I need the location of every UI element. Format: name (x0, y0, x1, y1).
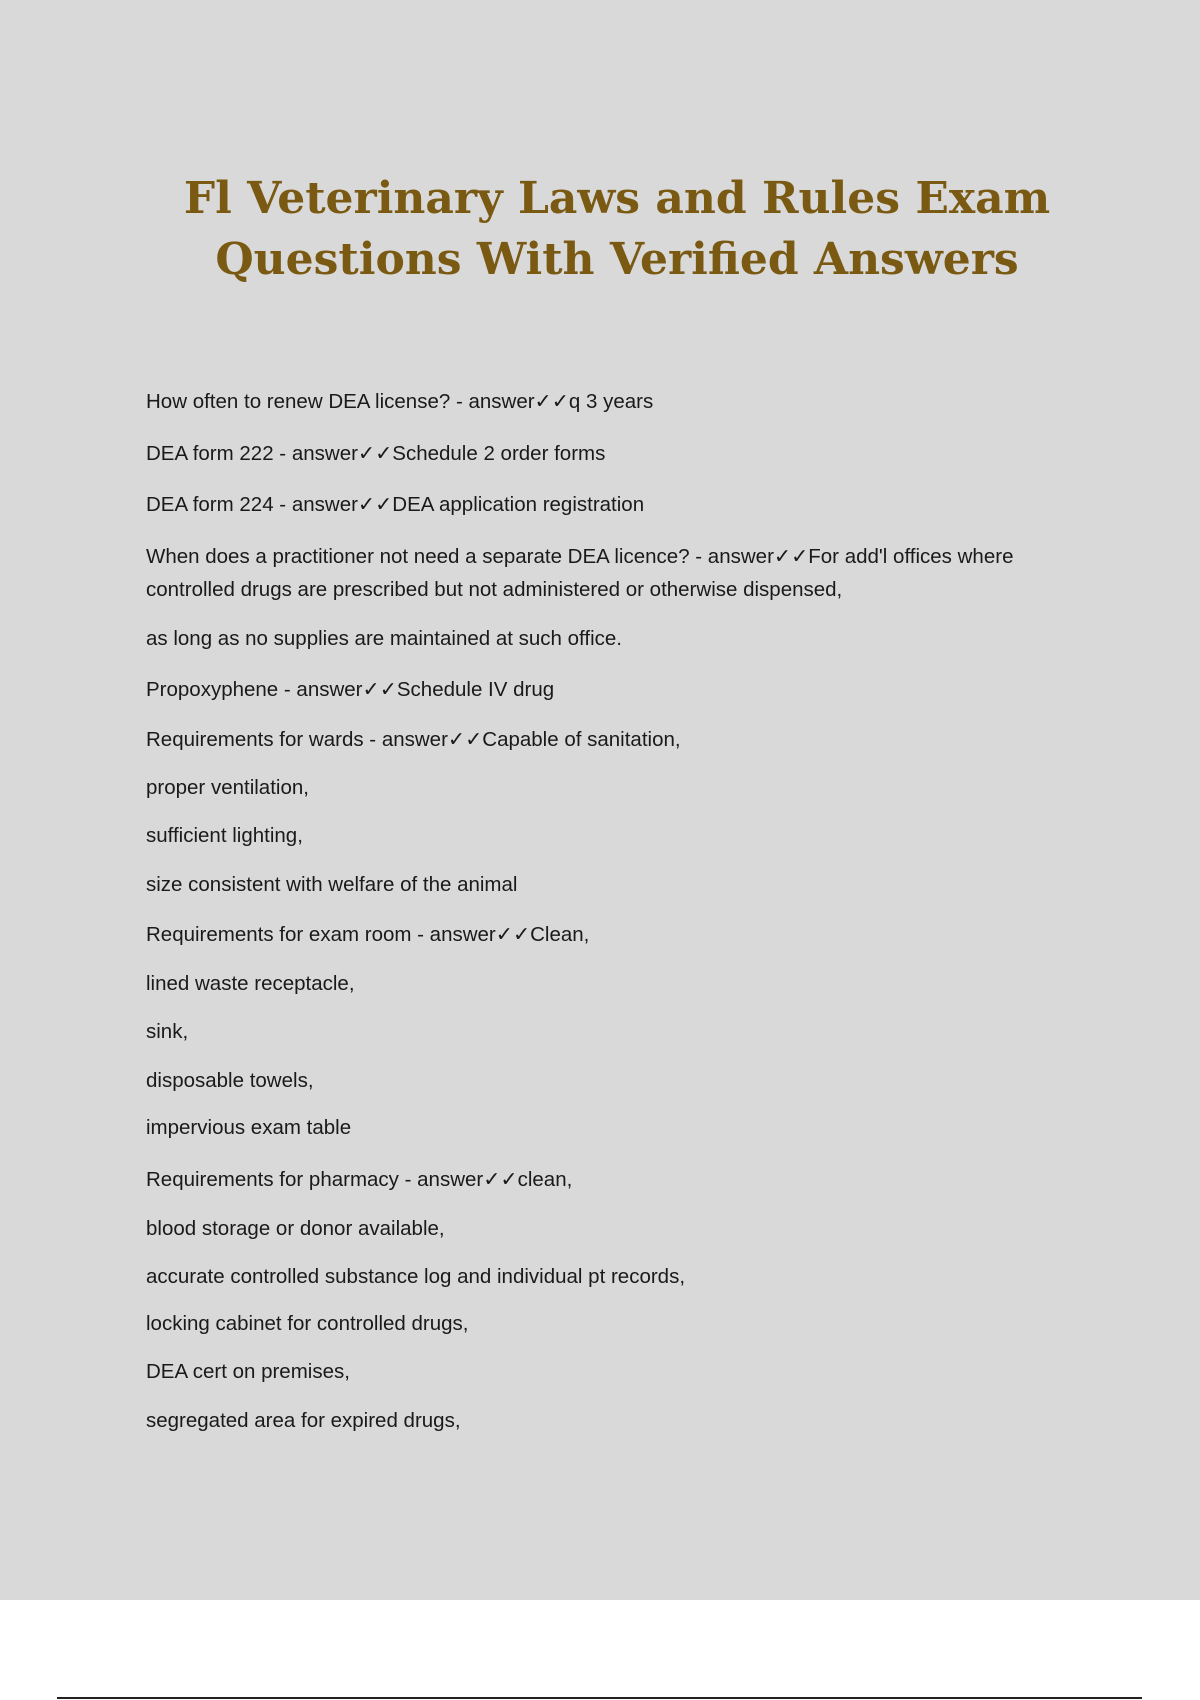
qa-line: locking cabinet for controlled drugs, (146, 1312, 469, 1335)
qa-line: Requirements for pharmacy - answer✓✓clean, (146, 1168, 573, 1191)
qa-line: disposable towels, (146, 1069, 314, 1092)
qa-line: sink, (146, 1020, 189, 1043)
qa-line: When does a practitioner not need a separate DEA licence? - answer✓✓For add'l offices where controlled drugs are prescribed but not administered or otherwise dispensed, (146, 545, 1014, 601)
qa-line: Requirements for exam room - answer✓✓Clean, (146, 923, 590, 946)
title-line-2: Questions With Verified Answers (215, 234, 1019, 285)
title-line-1: Fl Veterinary Laws and Rules Exam (183, 173, 1051, 224)
qa-line: blood storage or donor available, (146, 1217, 445, 1240)
qa-line: DEA cert on premises, (146, 1360, 350, 1383)
qa-line: impervious exam table (146, 1116, 352, 1139)
qa-line: accurate controlled substance log and individual pt records, (146, 1265, 686, 1288)
qa-line: as long as no supplies are maintained at such office. (146, 627, 622, 650)
qa-line: proper ventilation, (146, 776, 309, 799)
page-footer (0, 1600, 1200, 1700)
qa-line: lined waste receptacle, (146, 972, 355, 995)
document-title (0, 168, 1200, 290)
qa-line: size consistent with welfare of the animal (146, 873, 518, 896)
footer-divider (57, 1697, 1142, 1699)
qa-line: Propoxyphene - answer✓✓Schedule IV drug (146, 678, 555, 701)
qa-line: Requirements for wards - answer✓✓Capable of sanitation, (146, 728, 681, 751)
qa-line: DEA form 222 - answer✓✓Schedule 2 order forms (146, 442, 606, 465)
qa-line: segregated area for expired drugs, (146, 1409, 461, 1432)
qa-line: sufficient lighting, (146, 824, 303, 847)
qa-line: How often to renew DEA license? - answer✓✓q 3 years (146, 390, 654, 413)
qa-line: DEA form 224 - answer✓✓DEA application registration (146, 493, 645, 516)
